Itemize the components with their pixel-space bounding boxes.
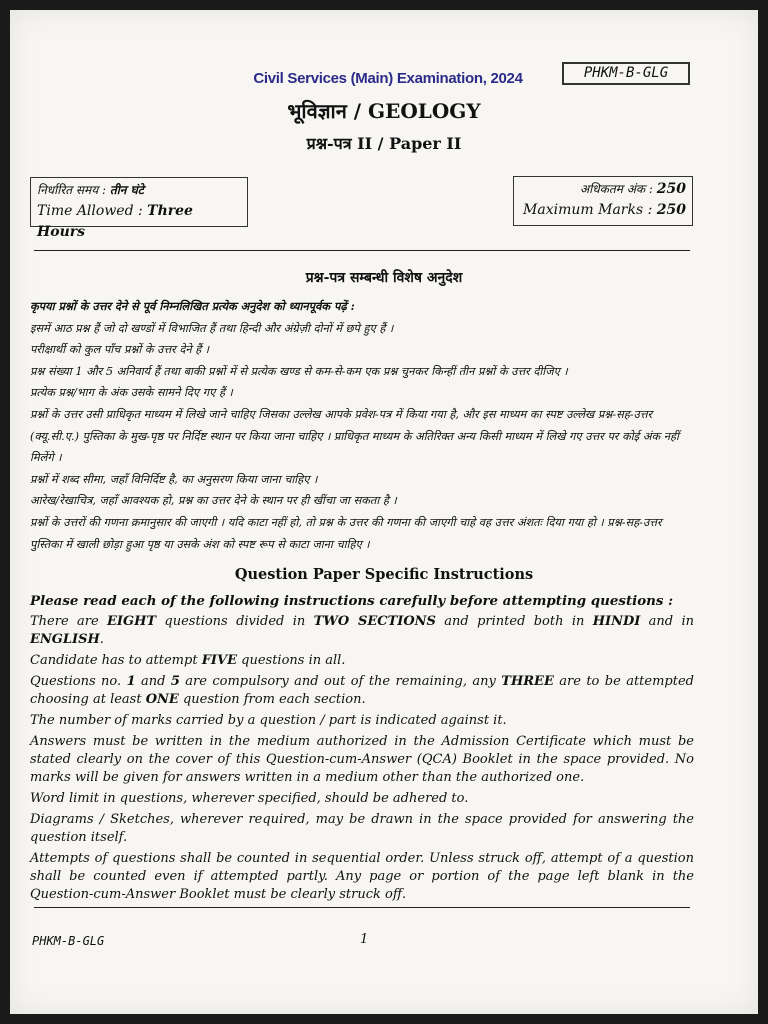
time-english-value: Three Hours bbox=[37, 203, 193, 240]
english-instruction-intro: Please read each of the following instructions carefully before attempting questions : bbox=[30, 593, 674, 609]
english-instruction-sections: There are EIGHT questions divided in TWO SECTIONS and printed both in HINDI and in ENGLISH. bbox=[30, 614, 694, 647]
time-english-label: Time Allowed : bbox=[37, 203, 148, 219]
time-hindi-label: निर्धारित समय : bbox=[37, 183, 110, 197]
hindi-instruction-line: कृपया प्रश्नों के उत्तर देने से पूर्व निम्नलिखित प्रत्येक अनुदेश को ध्यानपूर्वक पढ़ें : bbox=[30, 299, 355, 313]
exam-title: Civil Services (Main) Examination, 2024 bbox=[253, 70, 523, 87]
page-number: 1 bbox=[360, 932, 369, 947]
english-instruction-attempt-count: Candidate has to attempt FIVE questions in all. bbox=[30, 653, 346, 668]
hindi-instruction-line: प्रश्न संख्या 1 और 5 अनिवार्य हैं तथा बाकी प्रश्नों में से प्रत्येक खण्ड से कम-से-कम एक प्रश्न चुनकर किन्हीं तीन प्रश्नों के उत्तर दीजिए । bbox=[30, 364, 568, 378]
english-instruction-compulsory: Questions no. 1 and 5 are compulsory and out of the remaining, any THREE are to be attempted choosing at least ONE question from each section. bbox=[30, 674, 694, 707]
english-instruction-attempts: Attempts of questions shall be counted in sequential order. Unless struck off, attempt of a question shall be counted even if attempted partly. Any page or portion of the page left blank in the Question-cum-Answer Booklet must be clearly struck off. bbox=[30, 851, 694, 902]
exam-page bbox=[10, 10, 758, 1014]
divider-top bbox=[34, 250, 690, 251]
divider-bottom bbox=[34, 907, 690, 908]
hindi-instruction-line: प्रत्येक प्रश्न/भाग के अंक उसके सामने दिए गए हैं । bbox=[30, 386, 233, 400]
hindi-instruction-line: प्रश्नों के उत्तर उसी प्राधिकृत माध्यम में लिखे जाने चाहिए जिसका उल्लेख आपके प्रवेश-पत्र में किया गया है, और इस माध्यम का स्पष्ट उल्लेख प्रश्न-सह-उत्तर (क्यू.सी.ए.) पुस्तिका के मुख-पृष्ठ पर निर्दिष्ट स्थान पर किया जाना चाहिए । प्राधिकृत माध्यम के अतिरिक्त अन्य किसी माध्यम में लिखे गए उत्तर पर कोई अंक नहीं मिलेंगे । bbox=[30, 407, 679, 465]
marks-english-value: 250 bbox=[656, 202, 686, 218]
english-instruction-diagrams: Diagrams / Sketches, wherever required, may be drawn in the space provided for answering the question itself. bbox=[30, 812, 694, 845]
paper-code-box: PHKM-B-GLG bbox=[562, 62, 690, 85]
hindi-instruction-line: प्रश्नों में शब्द सीमा, जहाँ विनिर्दिष्ट है, का अनुसरण किया जाना चाहिए । bbox=[30, 472, 318, 486]
english-instruction-marks: The number of marks carried by a question / part is indicated against it. bbox=[30, 713, 507, 728]
english-instructions-heading: Question Paper Specific Instructions bbox=[234, 566, 534, 583]
subject-title: भूविज्ञान / GEOLOGY bbox=[287, 99, 481, 123]
maximum-marks-box bbox=[513, 176, 693, 226]
marks-hindi-value: 250 bbox=[656, 181, 686, 197]
hindi-instruction-line: इसमें आठ प्रश्न हैं जो दो खण्डों में विभाजित हैं तथा हिन्दी और अंग्रेज़ी दोनों में छपे हुए हैं । bbox=[30, 321, 394, 335]
time-hindi-value: तीन घंटे bbox=[109, 183, 144, 197]
english-instruction-word-limit: Word limit in questions, wherever specified, should be adhered to. bbox=[30, 791, 469, 806]
english-instruction-medium: Answers must be written in the medium authorized in the Admission Certificate which must be stated clearly on the cover of this Question-cum-Answer (QCA) Booklet in the space provided. No marks will be given for answers written in a medium other than the authorized one. bbox=[30, 734, 694, 785]
hindi-instructions bbox=[30, 296, 692, 555]
marks-hindi-label: अधिकतम अंक : bbox=[580, 182, 657, 196]
hindi-instruction-line: आरेख/रेखाचित्र, जहाँ आवश्यक हो, प्रश्न का उत्तर देने के स्थान पर ही खींचा जा सकता है । bbox=[30, 494, 397, 508]
footer-paper-code: PHKM-B-GLG bbox=[32, 934, 105, 948]
time-allowed-box bbox=[30, 177, 248, 240]
hindi-instruction-line: प्रश्नों के उत्तरों की गणना क्रमानुसार की जाएगी । यदि काटा नहीं हो, तो प्रश्न के उत्तर की गणना की जाएगी चाहे वह उत्तर अंशतः दिया गया हो । प्रश्न-सह-उत्तर पुस्तिका में खाली छोड़ा हुआ पृष्ठ या उसके अंश को स्पष्ट रूप से काटा जाना चाहिए । bbox=[30, 515, 662, 551]
marks-english-label: Maximum Marks : bbox=[523, 202, 657, 218]
english-instructions bbox=[30, 592, 694, 907]
paper-number: प्रश्न-पत्र II / Paper II bbox=[306, 134, 462, 153]
hindi-instructions-heading: प्रश्न-पत्र सम्बन्धी विशेष अनुदेश bbox=[305, 270, 463, 286]
hindi-instruction-line: परीक्षार्थी को कुल पाँच प्रश्नों के उत्तर देने हैं । bbox=[30, 343, 210, 357]
